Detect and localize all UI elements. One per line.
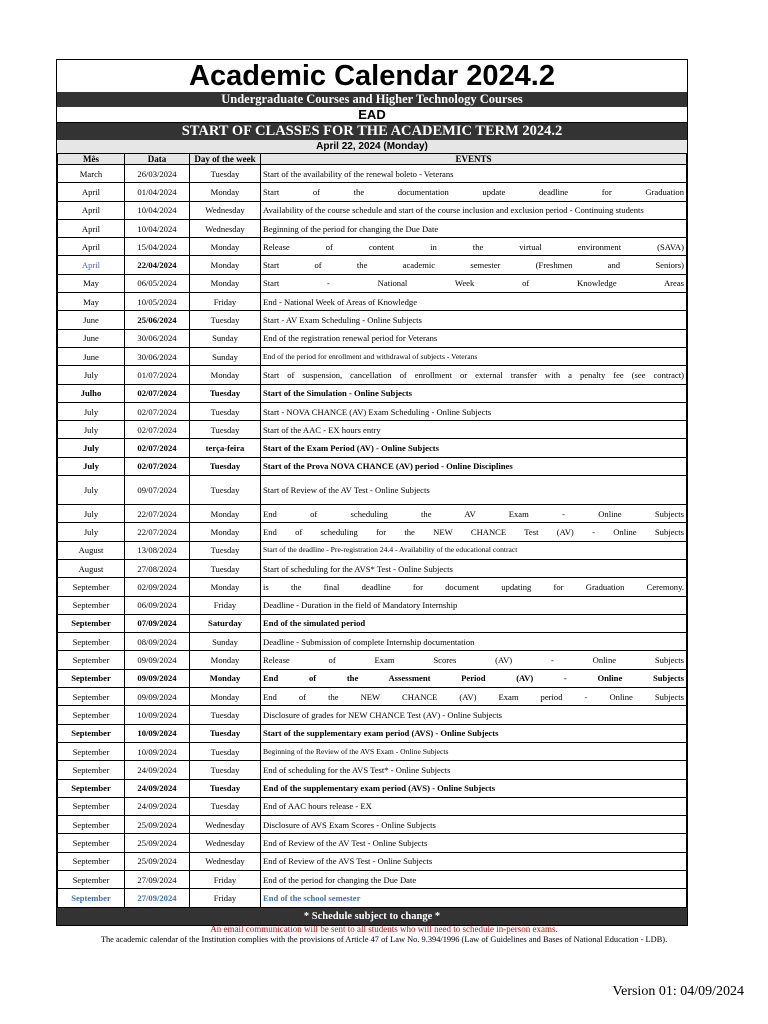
month-cell: September	[58, 834, 125, 852]
date-cell: 06/05/2024	[125, 274, 190, 292]
event-cell: Start of suspension, cancellation of enrollment or external transfer with a penalty fee (see contract)	[261, 366, 687, 384]
weekday-cell: Monday	[190, 505, 261, 523]
month-cell: September	[58, 870, 125, 888]
date-cell: 09/09/2024	[125, 669, 190, 687]
event-cell: Start - AV Exam Scheduling - Online Subjects	[261, 311, 687, 329]
weekday-cell: Monday	[190, 366, 261, 384]
event-cell: Start - NOVA CHANCE (AV) Exam Scheduling - Online Subjects	[261, 402, 687, 420]
table-row	[58, 651, 687, 669]
event-cell: Start of the Exam Period (AV) - Online Subjects	[261, 439, 687, 457]
date-cell: 09/09/2024	[125, 688, 190, 706]
weekday-cell: Sunday	[190, 347, 261, 365]
events-table-body	[58, 165, 687, 908]
date-cell: 01/07/2024	[125, 366, 190, 384]
month-cell: September	[58, 651, 125, 669]
month-cell: September	[58, 578, 125, 596]
event-cell: is the final deadline for document updating for Graduation Ceremony.	[261, 578, 687, 596]
weekday-cell: Wednesday	[190, 834, 261, 852]
date-cell: 24/09/2024	[125, 761, 190, 779]
month-cell: August	[58, 541, 125, 559]
date-column-header: Data	[125, 154, 190, 165]
event-cell: Deadline - Duration in the field of Mandatory Internship	[261, 596, 687, 614]
calendar-sheet	[56, 59, 688, 926]
table-row	[58, 201, 687, 219]
date-cell: 09/09/2024	[125, 651, 190, 669]
month-cell: July	[58, 402, 125, 420]
table-row	[58, 669, 687, 687]
month-cell: July	[58, 421, 125, 439]
date-cell: 02/07/2024	[125, 439, 190, 457]
event-cell: Beginning of the period for changing the Due Date	[261, 219, 687, 237]
table-row	[58, 797, 687, 815]
table-row	[58, 761, 687, 779]
month-cell: July	[58, 366, 125, 384]
date-cell: 25/09/2024	[125, 834, 190, 852]
month-cell: September	[58, 852, 125, 870]
weekday-cell: Wednesday	[190, 219, 261, 237]
event-cell: End of the Assessment Period (AV) - Online Subjects	[261, 669, 687, 687]
month-cell: April	[58, 219, 125, 237]
weekday-cell: Friday	[190, 596, 261, 614]
table-row	[58, 706, 687, 724]
table-row	[58, 457, 687, 475]
event-cell: Start of the AAC - EX hours entry	[261, 421, 687, 439]
weekday-cell: Sunday	[190, 329, 261, 347]
event-cell: Start - National Week of Knowledge Areas	[261, 274, 687, 292]
weekday-cell: Tuesday	[190, 541, 261, 559]
start-of-classes-date: April 22, 2024 (Monday)	[57, 140, 687, 153]
weekday-cell: Monday	[190, 523, 261, 541]
event-cell: Start of the deadline - Pre-registration 24.4 - Availability of the educational contract	[261, 541, 687, 559]
date-cell: 08/09/2024	[125, 633, 190, 651]
table-row	[58, 559, 687, 577]
date-cell: 10/05/2024	[125, 293, 190, 311]
table-row	[58, 238, 687, 256]
table-row	[58, 329, 687, 347]
date-cell: 30/06/2024	[125, 329, 190, 347]
weekday-cell: Sunday	[190, 633, 261, 651]
event-cell: Release of Exam Scores (AV) - Online Subjects	[261, 651, 687, 669]
date-cell: 27/08/2024	[125, 559, 190, 577]
event-cell: End of scheduling for the AVS Test* - Online Subjects	[261, 761, 687, 779]
events-column-header: EVENTS	[261, 154, 687, 165]
table-row	[58, 165, 687, 183]
table-row	[58, 439, 687, 457]
table-row	[58, 578, 687, 596]
table-row	[58, 183, 687, 201]
weekday-cell: Tuesday	[190, 797, 261, 815]
email-note: An email communication will be sent to all students who will need to schedule in-person exams.	[210, 924, 558, 934]
date-cell: 01/04/2024	[125, 183, 190, 201]
month-cell: July	[58, 457, 125, 475]
weekday-cell: Saturday	[190, 614, 261, 632]
table-header-row	[58, 154, 687, 165]
date-cell: 15/04/2024	[125, 238, 190, 256]
month-cell: July	[58, 439, 125, 457]
table-row	[58, 384, 687, 402]
weekday-cell: Wednesday	[190, 852, 261, 870]
law-note: The academic calendar of the Institution complies with the provisions of Article 47 of Law No. 9.394/1996 (Law of Guidelines and Bases of National Education - LDB).	[100, 935, 668, 944]
month-cell: April	[58, 201, 125, 219]
event-cell: End of the period for enrollment and withdrawal of subjects - Veterans	[261, 347, 687, 365]
table-row	[58, 852, 687, 870]
events-table	[57, 153, 687, 908]
event-cell: End of the registration renewal period for Veterans	[261, 329, 687, 347]
month-cell: June	[58, 347, 125, 365]
month-cell: September	[58, 614, 125, 632]
event-cell: End of the period for changing the Due Date	[261, 870, 687, 888]
date-cell: 02/09/2024	[125, 578, 190, 596]
table-row	[58, 293, 687, 311]
month-column-header: Mês	[58, 154, 125, 165]
table-row	[58, 834, 687, 852]
date-cell: 10/04/2024	[125, 219, 190, 237]
month-cell: September	[58, 724, 125, 742]
table-row	[58, 505, 687, 523]
date-cell: 10/09/2024	[125, 706, 190, 724]
event-cell: Deadline - Submission of complete Internship documentation	[261, 633, 687, 651]
month-cell: March	[58, 165, 125, 183]
date-cell: 07/09/2024	[125, 614, 190, 632]
table-row	[58, 816, 687, 834]
courses-subtitle: Undergraduate Courses and Higher Technology Courses	[57, 92, 687, 107]
weekday-cell: Wednesday	[190, 201, 261, 219]
date-cell: 24/09/2024	[125, 797, 190, 815]
month-cell: May	[58, 293, 125, 311]
month-cell: Julho	[58, 384, 125, 402]
weekday-cell: Friday	[190, 889, 261, 907]
weekday-cell: Tuesday	[190, 384, 261, 402]
date-cell: 10/09/2024	[125, 742, 190, 760]
weekday-cell: Friday	[190, 870, 261, 888]
table-row	[58, 402, 687, 420]
weekday-cell: Tuesday	[190, 402, 261, 420]
event-cell: Beginning of the Review of the AVS Exam - Online Subjects	[261, 742, 687, 760]
date-cell: 10/09/2024	[125, 724, 190, 742]
weekday-cell: Tuesday	[190, 559, 261, 577]
table-row	[58, 347, 687, 365]
date-cell: 30/06/2024	[125, 347, 190, 365]
event-cell: Start of the supplementary exam period (AVS) - Online Subjects	[261, 724, 687, 742]
event-cell: Start of the documentation update deadline for Graduation	[261, 183, 687, 201]
table-row	[58, 219, 687, 237]
weekday-cell: Tuesday	[190, 742, 261, 760]
event-cell: End - National Week of Areas of Knowledge	[261, 293, 687, 311]
event-cell: End of Review of the AV Test - Online Subjects	[261, 834, 687, 852]
event-cell: Start of the availability of the renewal boleto - Veterans	[261, 165, 687, 183]
table-row	[58, 724, 687, 742]
weekday-cell: Tuesday	[190, 476, 261, 505]
event-cell: Availability of the course schedule and start of the course inclusion and exclusion period - Continuing students	[261, 201, 687, 219]
modality-label: EAD	[57, 107, 687, 123]
table-row	[58, 596, 687, 614]
table-row	[58, 742, 687, 760]
weekday-cell: Monday	[190, 688, 261, 706]
table-row	[58, 256, 687, 274]
date-cell: 27/09/2024	[125, 870, 190, 888]
table-row	[58, 633, 687, 651]
event-cell: Start of the Simulation - Online Subjects	[261, 384, 687, 402]
table-row	[58, 541, 687, 559]
weekday-cell: Monday	[190, 274, 261, 292]
weekday-cell: Wednesday	[190, 816, 261, 834]
table-row	[58, 523, 687, 541]
table-row	[58, 779, 687, 797]
event-cell: Disclosure of AVS Exam Scores - Online Subjects	[261, 816, 687, 834]
month-cell: May	[58, 274, 125, 292]
date-cell: 27/09/2024	[125, 889, 190, 907]
event-cell: End of the school semester	[261, 889, 687, 907]
date-cell: 02/07/2024	[125, 421, 190, 439]
event-cell: End of the supplementary exam period (AVS) - Online Subjects	[261, 779, 687, 797]
month-cell: June	[58, 329, 125, 347]
month-cell: April	[58, 183, 125, 201]
month-cell: July	[58, 505, 125, 523]
month-cell: September	[58, 742, 125, 760]
table-row	[58, 274, 687, 292]
event-cell: Start of Review of the AV Test - Online Subjects	[261, 476, 687, 505]
weekday-cell: Friday	[190, 293, 261, 311]
weekday-cell: Tuesday	[190, 311, 261, 329]
table-row	[58, 688, 687, 706]
date-cell: 09/07/2024	[125, 476, 190, 505]
date-cell: 24/09/2024	[125, 779, 190, 797]
weekday-cell: Tuesday	[190, 724, 261, 742]
date-cell: 13/08/2024	[125, 541, 190, 559]
event-cell: End of the simulated period	[261, 614, 687, 632]
version-label: Version 01: 04/09/2024	[612, 984, 744, 999]
month-cell: April	[58, 238, 125, 256]
start-of-classes-heading: START OF CLASSES FOR THE ACADEMIC TERM 2024.2	[57, 123, 687, 140]
weekday-column-header: Day of the week	[190, 154, 261, 165]
date-cell: 02/07/2024	[125, 402, 190, 420]
schedule-change-notice: * Schedule subject to change *	[57, 908, 687, 925]
weekday-cell: Tuesday	[190, 706, 261, 724]
weekday-cell: Monday	[190, 183, 261, 201]
weekday-cell: Tuesday	[190, 761, 261, 779]
weekday-cell: Tuesday	[190, 457, 261, 475]
date-cell: 26/03/2024	[125, 165, 190, 183]
month-cell: September	[58, 797, 125, 815]
date-cell: 25/09/2024	[125, 852, 190, 870]
weekday-cell: Monday	[190, 256, 261, 274]
table-row	[58, 366, 687, 384]
month-cell: July	[58, 523, 125, 541]
month-cell: September	[58, 889, 125, 907]
weekday-cell: Monday	[190, 238, 261, 256]
date-cell: 22/07/2024	[125, 523, 190, 541]
weekday-cell: Monday	[190, 651, 261, 669]
month-cell: September	[58, 706, 125, 724]
month-cell: September	[58, 816, 125, 834]
weekday-cell: terça-feira	[190, 439, 261, 457]
month-cell: September	[58, 633, 125, 651]
date-cell: 25/09/2024	[125, 816, 190, 834]
month-cell: September	[58, 688, 125, 706]
table-row	[58, 421, 687, 439]
event-cell: End of scheduling the AV Exam - Online Subjects	[261, 505, 687, 523]
date-cell: 22/04/2024	[125, 256, 190, 274]
month-cell: June	[58, 311, 125, 329]
date-cell: 10/04/2024	[125, 201, 190, 219]
weekday-cell: Monday	[190, 669, 261, 687]
month-cell: August	[58, 559, 125, 577]
event-cell: Disclosure of grades for NEW CHANCE Test (AV) - Online Subjects	[261, 706, 687, 724]
event-cell: Start of the academic semester (Freshmen and Seniors)	[261, 256, 687, 274]
weekday-cell: Tuesday	[190, 779, 261, 797]
date-cell: 06/09/2024	[125, 596, 190, 614]
event-cell: End of Review of the AVS Test - Online Subjects	[261, 852, 687, 870]
weekday-cell: Monday	[190, 578, 261, 596]
table-row	[58, 889, 687, 907]
calendar-title: Academic Calendar 2024.2	[189, 60, 555, 92]
table-row	[58, 476, 687, 505]
date-cell: 02/07/2024	[125, 457, 190, 475]
event-cell: Release of content in the virtual environment (SAVA)	[261, 238, 687, 256]
month-cell: April	[58, 256, 125, 274]
date-cell: 25/06/2024	[125, 311, 190, 329]
table-row	[58, 614, 687, 632]
weekday-cell: Tuesday	[190, 165, 261, 183]
date-cell: 22/07/2024	[125, 505, 190, 523]
month-cell: September	[58, 761, 125, 779]
month-cell: September	[58, 779, 125, 797]
month-cell: September	[58, 596, 125, 614]
month-cell: July	[58, 476, 125, 505]
event-cell: Start of the Prova NOVA CHANCE (AV) period - Online Disciplines	[261, 457, 687, 475]
weekday-cell: Tuesday	[190, 421, 261, 439]
date-cell: 02/07/2024	[125, 384, 190, 402]
event-cell: Start of scheduling for the AVS* Test - Online Subjects	[261, 559, 687, 577]
event-cell: End of the NEW CHANCE (AV) Exam period - Online Subjects	[261, 688, 687, 706]
table-row	[58, 311, 687, 329]
event-cell: End of AAC hours release - EX	[261, 797, 687, 815]
event-cell: End of scheduling for the NEW CHANCE Test (AV) - Online Subjects	[261, 523, 687, 541]
table-row	[58, 870, 687, 888]
month-cell: September	[58, 669, 125, 687]
